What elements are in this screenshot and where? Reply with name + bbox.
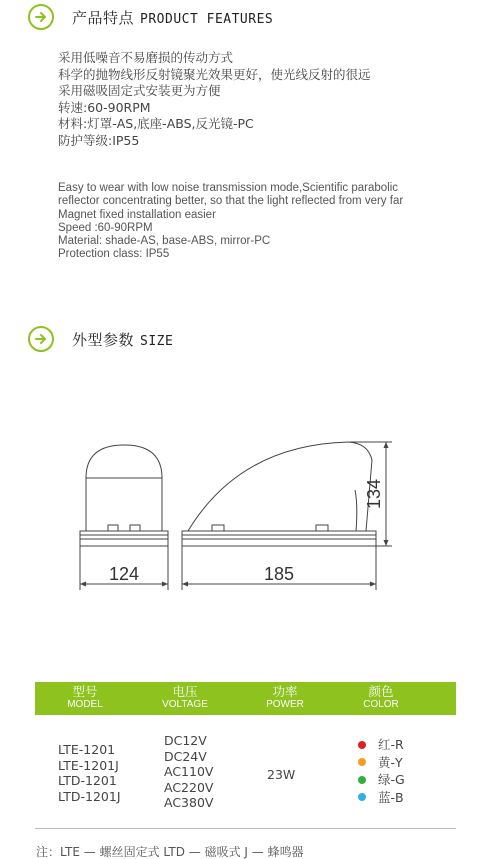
features-en-list	[58, 182, 403, 262]
voltage-list	[164, 733, 213, 811]
spec-table-header	[35, 682, 456, 715]
side-length-label: 185	[263, 564, 295, 584]
voltage-item: DC24V	[164, 748, 207, 764]
color-swatch	[358, 793, 366, 801]
color-item: 红-R	[358, 736, 405, 754]
color-item: 蓝-B	[358, 789, 405, 807]
voltage-item: AC110V	[164, 764, 214, 779]
feature-line-en: Easy to wear with low noise transmission mode,Scientific parabolic	[58, 182, 399, 194]
feature-line: 转速:60-90RPM	[58, 99, 151, 115]
height-label: 134	[364, 478, 384, 510]
power-value: 23W	[267, 767, 296, 782]
feature-line-en: reflector concentrating better, so that the light reflected from very far	[58, 195, 404, 208]
model-list	[58, 742, 121, 804]
feature-line-en: Protection class: IP55	[58, 248, 170, 261]
product-features-heading	[28, 4, 273, 30]
color-item: 黄-Y	[358, 754, 405, 772]
color-list	[358, 736, 405, 806]
arrow-right-circle-icon	[28, 326, 54, 352]
feature-line: 采用磁吸固定式安装更为方便	[58, 83, 221, 98]
header-model: 型号 MODEL	[67, 684, 103, 710]
color-swatch	[358, 758, 366, 766]
model-item: LTE-1201J	[58, 757, 119, 773]
feature-line: 科学的抛物线形反射镜聚光效果更好，使光线反射的很远	[58, 66, 371, 82]
color-swatch	[358, 776, 366, 784]
color-swatch	[358, 741, 366, 749]
header-voltage: 电压 VOLTAGE	[162, 684, 208, 710]
footnote: 注：LTE — 螺丝固定式 LTD — 磁吸式 J — 蜂鸣器	[36, 845, 304, 859]
feature-line: 材料:灯罩-AS,底座-ABS,反光镜-PC	[58, 116, 254, 131]
front-width-label: 124	[108, 564, 140, 584]
model-item: LTE-1201	[58, 742, 116, 757]
header-color: 颜色 COLOR	[363, 684, 399, 710]
size-heading	[28, 326, 173, 352]
feature-line: 防护等级:IP55	[58, 132, 140, 148]
model-item: LTD-1201	[58, 773, 117, 788]
features-cn-list	[58, 50, 371, 149]
voltage-item: DC12V	[164, 733, 207, 748]
voltage-item: AC220V	[164, 779, 214, 795]
feature-line: 采用低噪音不易磨损的传动方式	[58, 50, 234, 65]
dimension-drawing	[0, 380, 489, 600]
section-title: 产品特点 PRODUCT FEATURES	[72, 8, 274, 27]
feature-line-en: Magnet fixed installation easier	[58, 208, 216, 221]
feature-line-en: Speed :60-90RPM	[58, 221, 153, 234]
model-item: LTD-1201J	[58, 788, 121, 804]
table-divider	[35, 828, 456, 829]
color-item: 绿-G	[358, 771, 405, 789]
header-power: 功率 POWER	[266, 684, 304, 710]
feature-line-en: Material: shade-AS, base-ABS, mirror-PC	[58, 235, 271, 248]
voltage-item: AC380V	[164, 795, 214, 810]
arrow-right-circle-icon	[28, 4, 54, 30]
section-title: 外型参数 SIZE	[72, 330, 174, 349]
